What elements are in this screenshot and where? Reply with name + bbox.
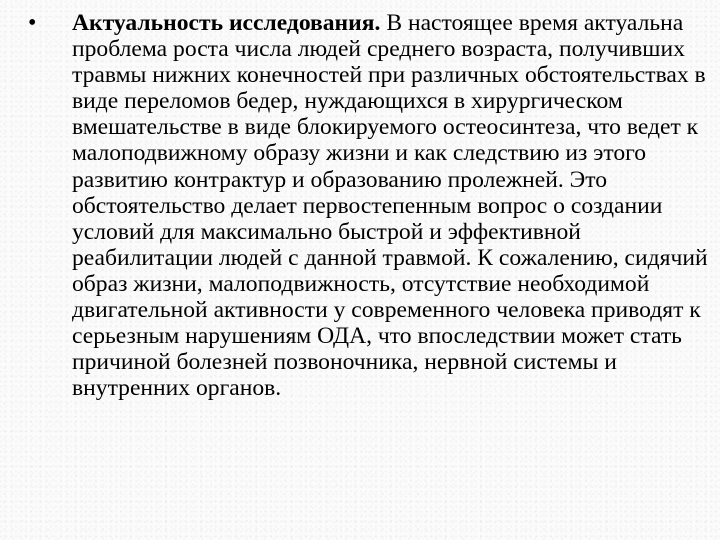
heading: Актуальность исследования xyxy=(72,10,375,36)
bullet-icon: • xyxy=(28,10,37,36)
heading-period: . xyxy=(374,10,381,36)
body-text: В настоящее время актуальна проблема роста числа людей среднего возраста, получивших травмы нижних конечностей при различных обстоятельствах в виде переломов бедер, нуждающихся в хирургическом вмешательстве в виде блокируемого остеосинтеза, что ведет к малоподвижному образу жизни и как следствию из этого развитию контрактур и образованию пролежней. Это обстоятельство делает первостепенным вопрос о создании условий для максимально быстрой и эффективной реабилитации людей с данной травмой. К сожалению, сидячий образ жизни, малоподвижность, отсутствие необходимой двигательной активности у современного человека приводят к серьезным нарушениям ОДА, что впоследствии может стать причиной болезней позвоночника, нервной системы и внутренних органов. xyxy=(72,10,708,402)
bullet-item xyxy=(28,10,708,401)
paragraph xyxy=(72,10,708,401)
